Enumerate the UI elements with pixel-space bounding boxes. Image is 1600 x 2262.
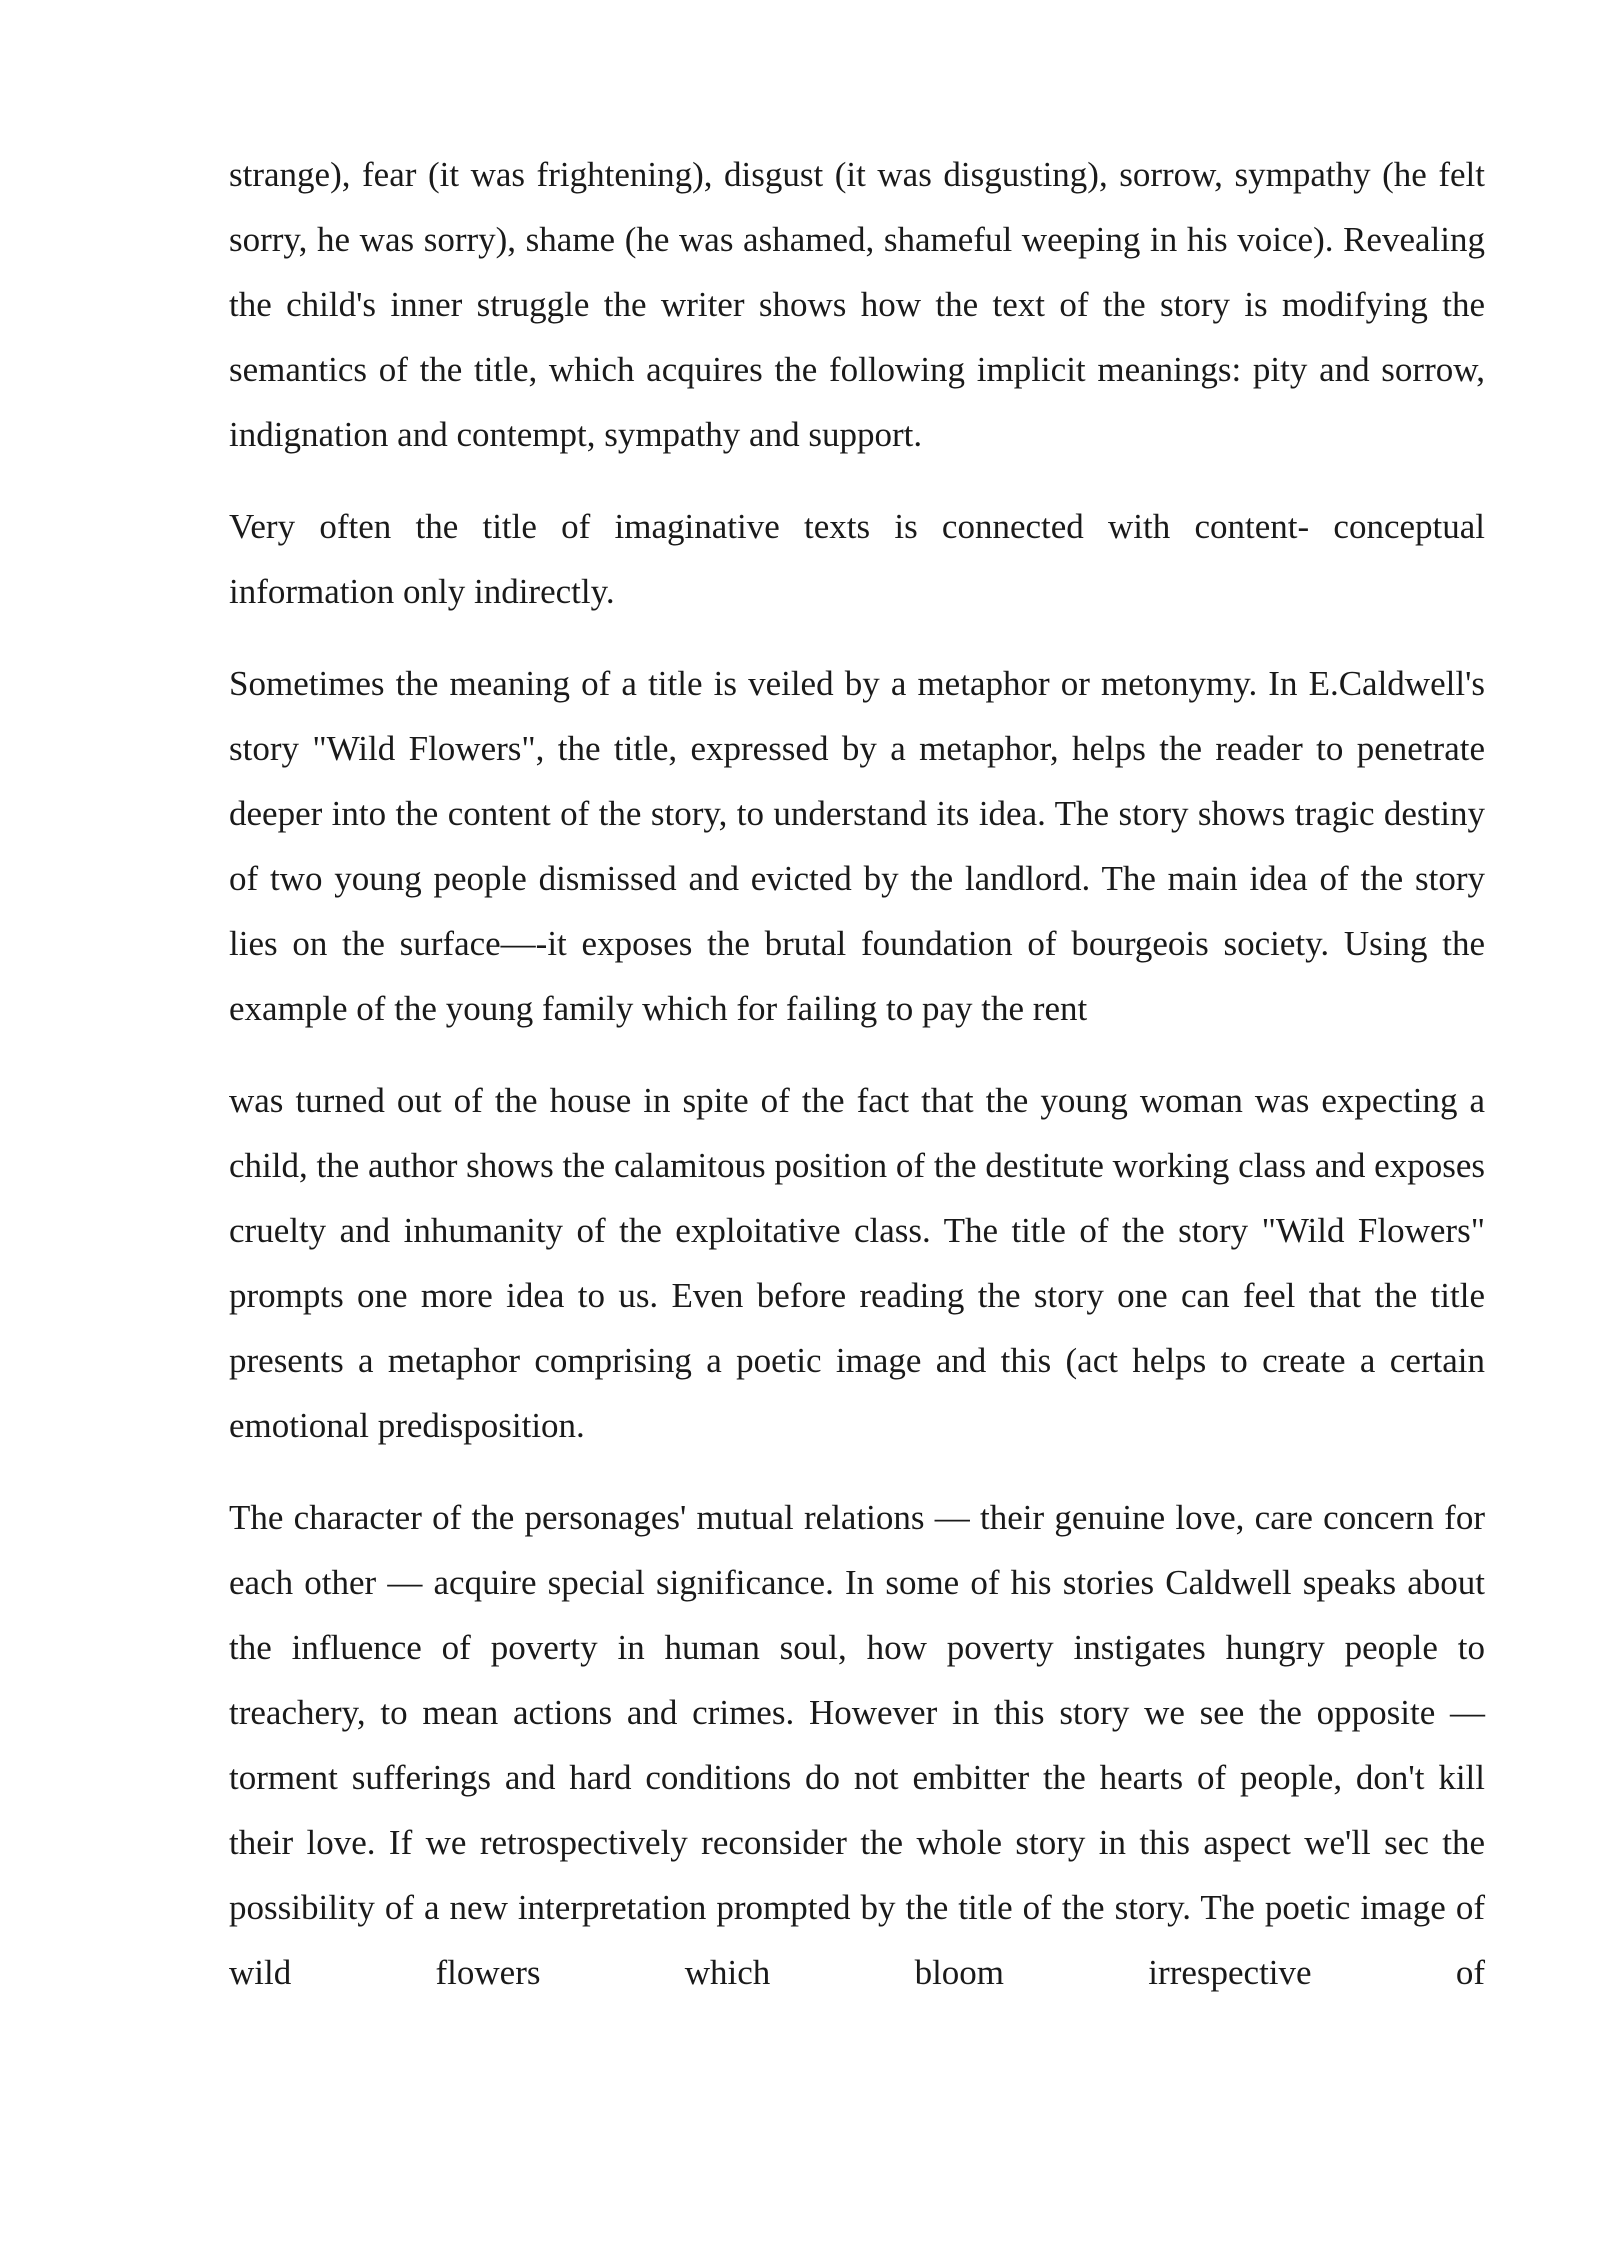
paragraph-3: Sometimes the meaning of a title is veiled by a metaphor or metonymy. In E.Caldwell's story "Wild Flowers", the title, expressed by a metaphor, helps the reader to penetrate deeper into the content of the story, to understand its idea. The story shows tragic destiny of two young people dismissed and evicted by the landlord. The main idea of the story lies on the surface—-it exposes the brutal foundation of bourgeois society. Using the example of the young family which for failing to pay the rent [229,664,1485,1028]
paragraph-1: strange), fear (it was frightening), disgust (it was disgusting), sorrow, sympathy (he felt sorry, he was sorry), shame (he was ashamed, shameful weeping in his voice). Revealing the child's inner struggle the writer shows how the text of the story is modifying the semantics of the title, which acquires the following implicit meanings: pity and sorrow, indignation and contempt, sympathy and support. [229,155,1485,454]
paragraph-4: was turned out of the house in spite of the fact that the young woman was expecting a child, the author shows the calamitous position of the destitute working class and exposes cruelty and inhumanity of the exploitative class. The title of the story "Wild Flowers" prompts one more idea to us. Even before reading the story one can feel that the title presents a metaphor comprising a poetic image and this (act helps to create a certain emotional predisposition. [229,1081,1485,1445]
paragraph-5: The character of the personages' mutual relations — their genuine love, care concern for each other — acquire special significance. In some of his stories Caldwell speaks about the influence of poverty in human soul, how poverty instigates hungry people to treachery, to mean actions and crimes. However in this story we see the opposite —torment sufferings and hard conditions do not embitter the hearts of people, don't kill their love. If we retrospectively reconsider the whole story in this aspect we'll sec the possibility of a new interpretation prompted by the title of the story. The poetic image of wild flowers which bloom irrespective of [229,1498,1485,1992]
body-text [229,142,1485,2005]
paragraph-2: Very often the title of imaginative texts is connected with content- conceptual information only indirectly. [229,507,1485,611]
